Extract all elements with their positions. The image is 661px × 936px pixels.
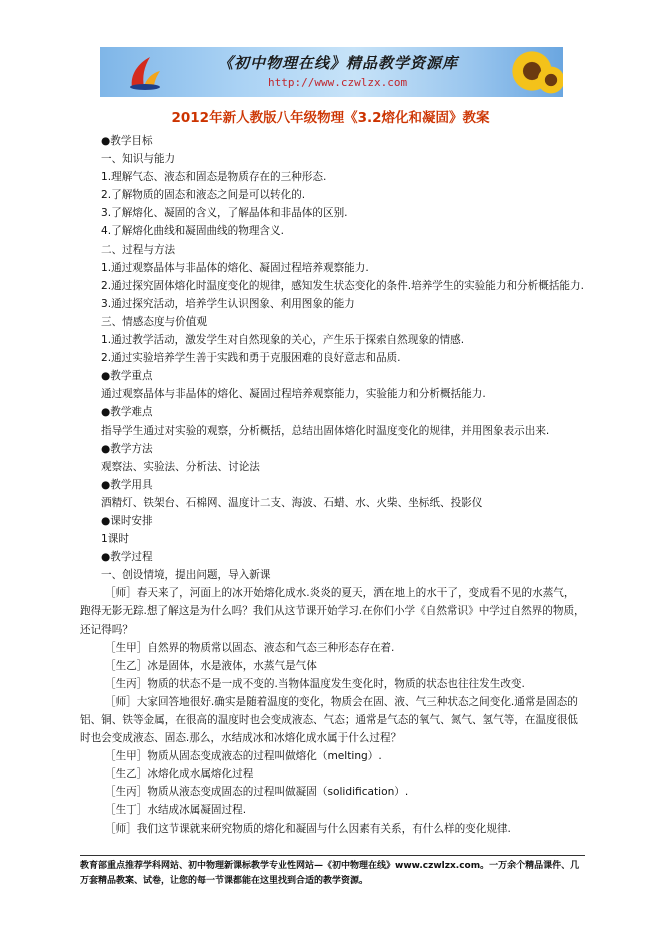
subheading: 三、情感态度与价值观 [101,315,207,328]
section-heading: ●课时安排 [101,514,153,527]
paragraph: 3.通过探究活动，培养学生认识图象、利用图象的能力 [101,297,355,310]
dialogue-line: ［生甲］自然界的物质常以固态、液态和气态三种形态存在着. [105,641,395,654]
dialogue-line: ［生丙］物质从液态变成固态的过程叫做凝固（solidification）. [105,786,409,799]
dialogue-line: ［师］春天来了，河面上的冰开始熔化成水.炎炎的夏天，洒在地上的水干了，变成看不见的水蒸气，跑得无影无踪.想了解这是为什么吗？我们从这节课开始学习.在你们小学《自然常识》中学过自然界的物质，还记得吗？ [80,587,585,636]
subheading: 一、知识与能力 [101,153,176,166]
banner-title: 《初中物理在线》精品教学资源库 [218,54,459,72]
subheading: 二、过程与方法 [101,243,176,256]
dialogue-line: ［生丁］水结成冰属凝固过程. [105,804,247,817]
header-banner [100,47,563,97]
paragraph: 2.通过探究固体熔化时温度变化的规律，感知发生状态变化的条件.培养学生的实验能力和分析概括能力. [101,279,584,292]
dialogue-line: ［师］大家回答地很好.确实是随着温度的变化，物质会在固、液、气三种状态之间变化.通常是固态的铝、铜、铁等金属，在很高的温度时也会变成液态、气态；通常是气态的氧气、氮气、氢气等，在温度很低时也会变成液态、固态.那么，水结成冰和冰熔化成水属于什么过程？ [80,695,578,745]
paragraph: 通过观察晶体与非晶体的熔化、凝固过程培养观察能力，实验能力和分析概括能力. [101,388,486,401]
sunflower-decoration-icon [536,65,563,95]
page-footer: 教育部重点推荐学科网站、初中物理新课标教学专业性网站—《初中物理在线》www.czwlzx.com。一万余个精品课件、几万套精品教案、试卷，让您的每一节课都能在这里找到合适的教学资源。 [80,855,585,889]
subheading: 一、创设情境，提出问题，导入新课 [101,569,271,582]
paragraph: 酒精灯、铁架台、石棉网、温度计二支、海波、石蜡、水、火柴、坐标纸、投影仪 [101,496,483,509]
paragraph: 4.了解熔化曲线和凝固曲线的物理含义. [101,225,284,238]
dialogue-line: ［师］我们这节课就来研究物质的熔化和凝固与什么因素有关系，有什么样的变化规律. [105,822,511,835]
dialogue-line: ［生乙］冰是固体，水是液体，水蒸气是气体 [105,659,317,672]
section-heading: ●教学用具 [101,478,153,491]
paragraph: 观察法、实验法、分析法、讨论法 [101,460,260,473]
paragraph: 1课时 [101,533,129,546]
banner-url[interactable]: http://www.czwlzx.com [268,76,408,89]
paragraph: 2.了解物质的固态和液态之间是可以转化的. [101,189,306,202]
section-heading: ●教学方法 [101,442,153,455]
paragraph: 1.通过教学活动，激发学生对自然现象的关心，产生乐于探索自然现象的情感. [101,334,465,347]
dialogue-line: ［生丙］物质的状态不是一成不变的.当物体温度发生变化时，物质的状态也往往发生改变. [105,677,525,690]
site-logo-icon [128,53,162,91]
paragraph: 指导学生通过对实验的观察，分析概括，总结出固体熔化时温度变化的规律，并用图象表示出来. [101,424,550,437]
paragraph: 1.理解气态、液态和固态是物质存在的三种形态. [101,171,327,184]
section-heading: ●教学过程 [101,551,153,564]
paragraph: 3.了解熔化、凝固的含义，了解晶体和非晶体的区别. [101,207,348,220]
dialogue-line: ［生甲］物质从固态变成液态的过程叫做熔化（melting）. [105,750,382,763]
section-heading: ●教学重点 [101,370,153,383]
section-heading: ●教学目标 [101,135,153,147]
dialogue-line: ［生乙］冰熔化成水属熔化过程 [105,768,254,781]
section-heading: ●教学难点 [101,406,153,419]
document-body [80,132,585,838]
paragraph: 1.通过观察晶体与非晶体的熔化、凝固过程培养观察能力. [101,261,369,274]
document-title: 2012年新人教版八年级物理《3.2熔化和凝固》教案 [171,110,490,126]
paragraph: 2.通过实验培养学生善于实践和勇于克服困难的良好意志和品质. [101,352,401,365]
